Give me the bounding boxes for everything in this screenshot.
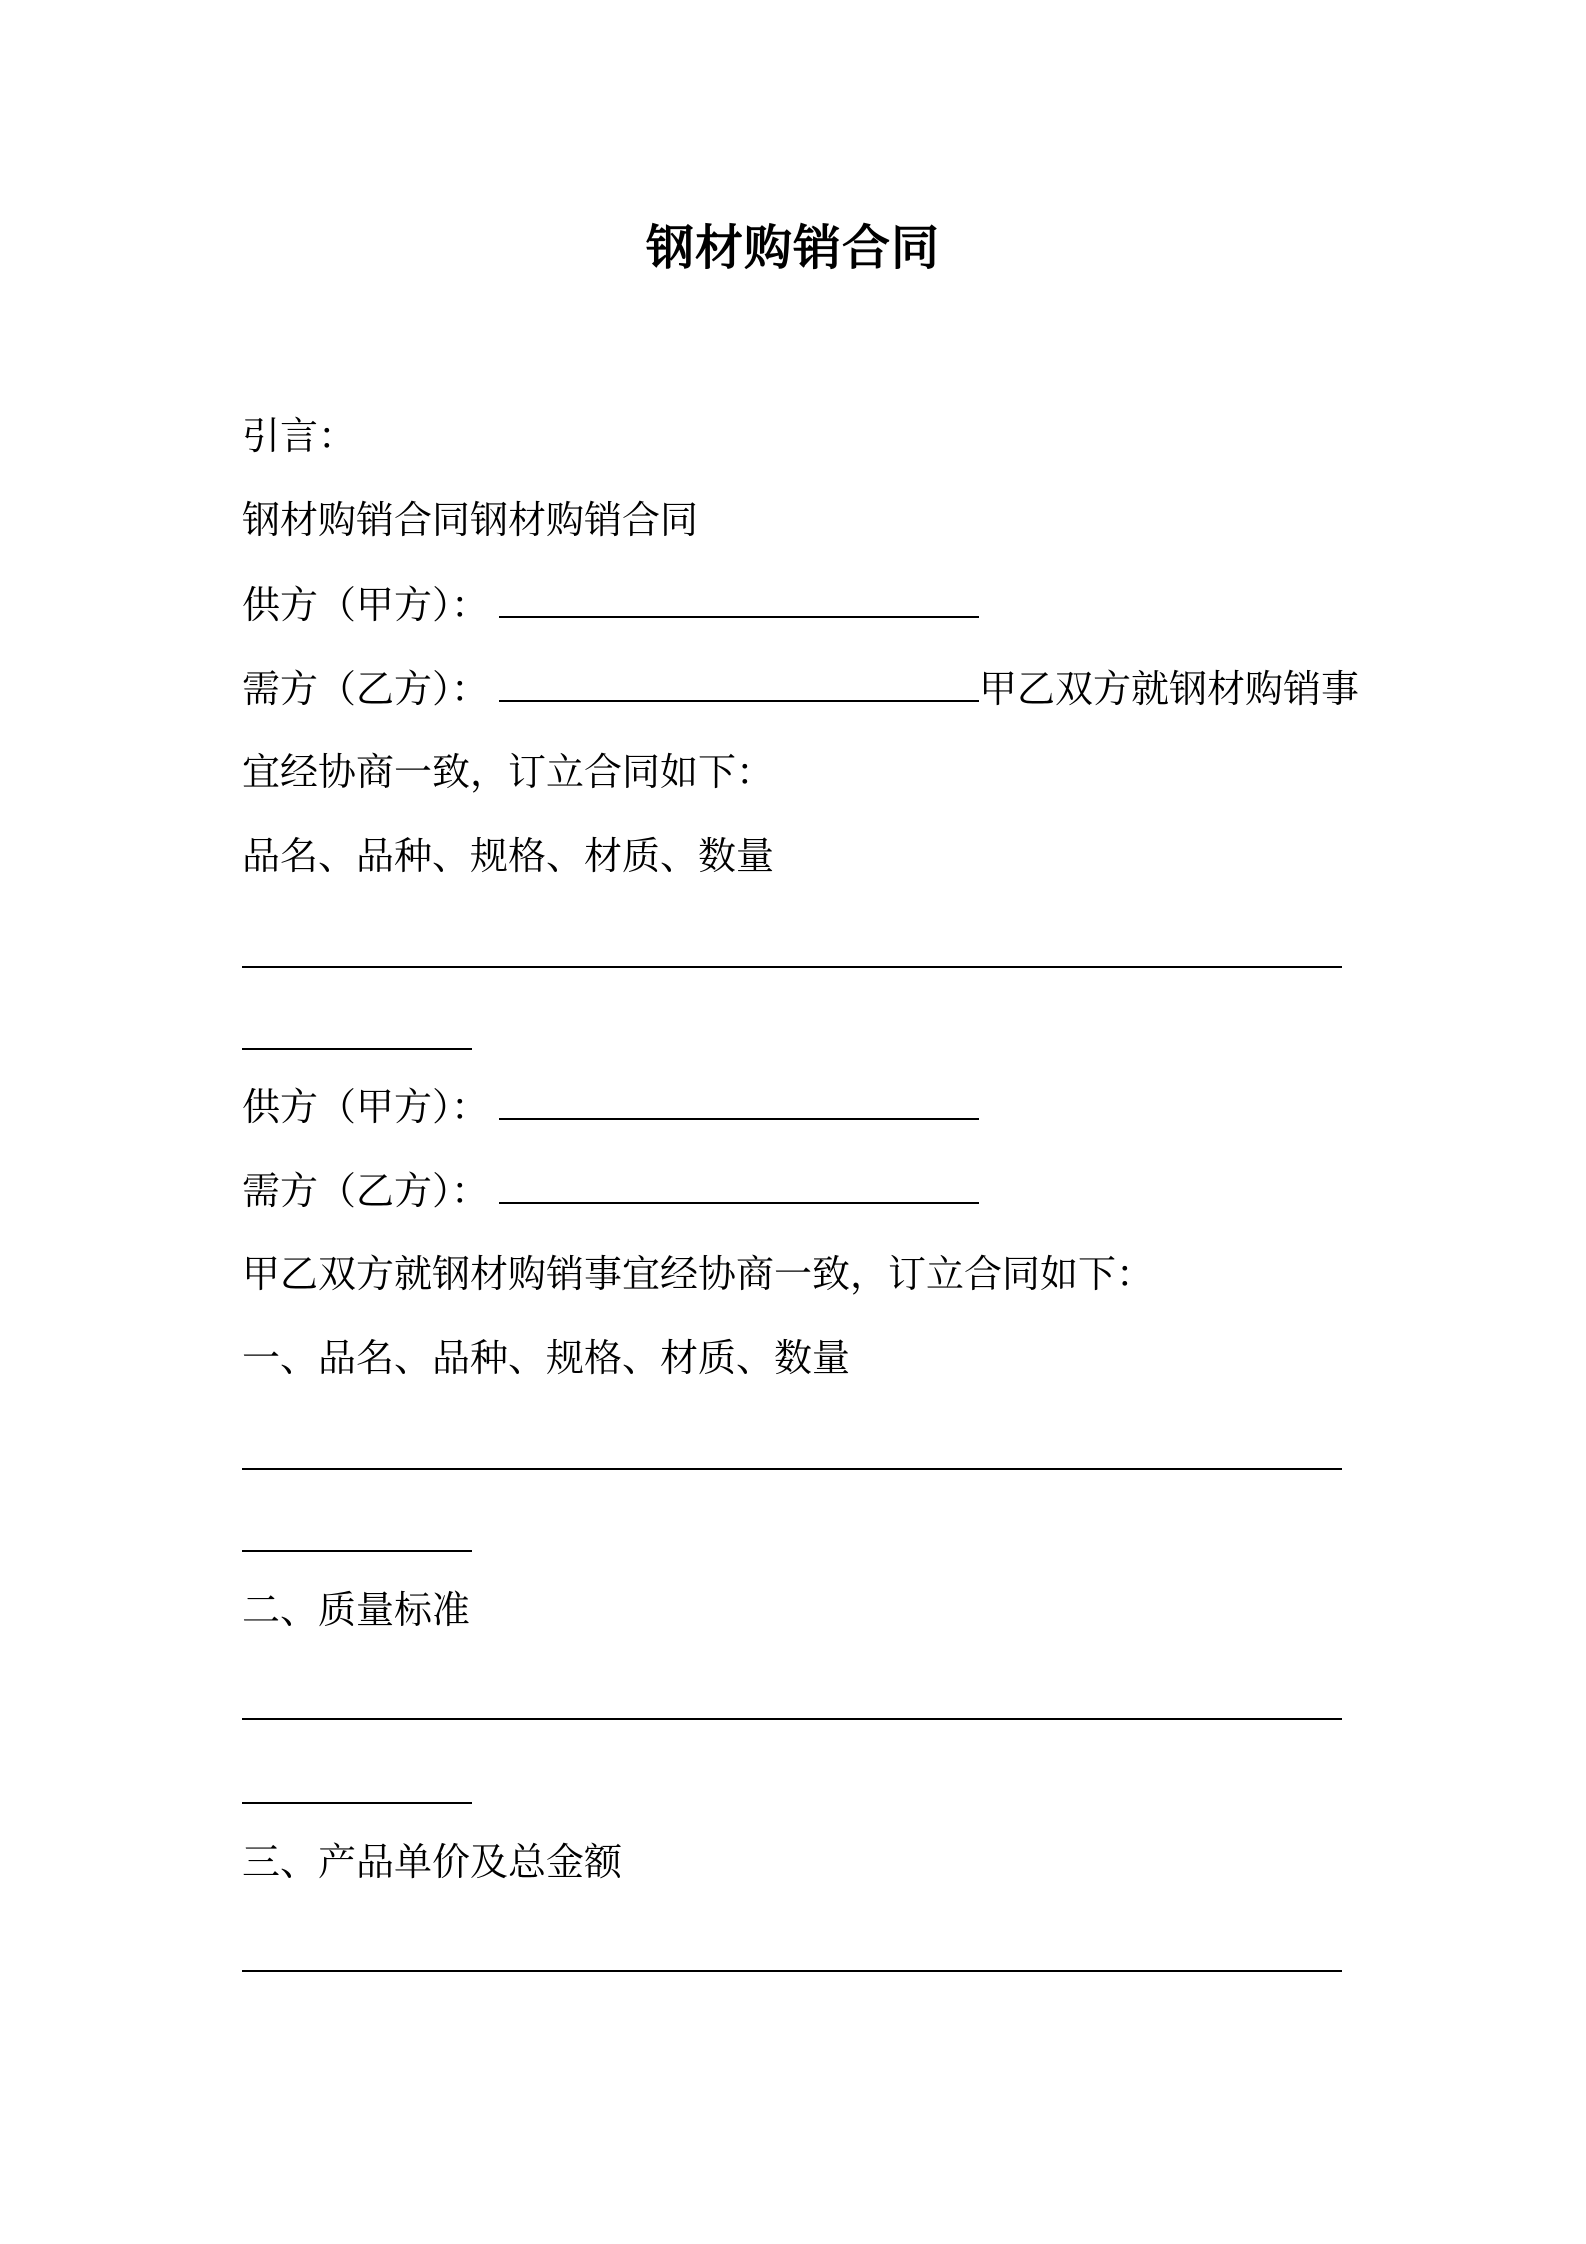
supplier-label: 供方（甲方）：	[242, 1085, 490, 1129]
fill-line[interactable]	[242, 1468, 1342, 1470]
supplier-line-2	[242, 1082, 979, 1131]
fill-line-short[interactable]	[242, 1550, 472, 1552]
buyer-line-1	[242, 664, 1359, 713]
fill-line[interactable]	[242, 1970, 1342, 1972]
buyer-label: 需方（乙方）：	[242, 667, 490, 711]
supplier-blank[interactable]	[499, 1082, 979, 1120]
supplier-label: 供方（甲方）：	[242, 583, 490, 627]
buyer-label: 需方（乙方）：	[242, 1169, 490, 1213]
document-title: 钢材购销合同	[645, 220, 940, 276]
items-heading: 品名、品种、规格、材质、数量	[242, 834, 775, 878]
buyer-blank[interactable]	[499, 1166, 979, 1204]
intro-label: 引言：	[242, 414, 357, 458]
fill-line[interactable]	[242, 966, 1342, 968]
agreement-text: 甲乙双方就钢材购销事宜经协商一致，订立合同如下：	[242, 1252, 1155, 1296]
intro-text: 钢材购销合同钢材购销合同	[242, 498, 699, 542]
supplier-line-1	[242, 580, 979, 629]
section-2-heading: 二、质量标准	[242, 1588, 471, 1632]
buyer-blank[interactable]	[499, 664, 979, 702]
section-3-heading: 三、产品单价及总金额	[242, 1840, 623, 1884]
fill-line-short[interactable]	[242, 1802, 472, 1804]
fill-line[interactable]	[242, 1718, 1342, 1720]
buyer-tail-text: 甲乙双方就钢材购销事	[979, 667, 1360, 711]
fill-line-short[interactable]	[242, 1048, 472, 1050]
buyer-line-2	[242, 1166, 979, 1215]
section-1-heading: 一、品名、品种、规格、材质、数量	[242, 1336, 851, 1380]
supplier-blank[interactable]	[499, 580, 979, 618]
agreement-continuation: 宜经协商一致，订立合同如下：	[242, 750, 775, 794]
